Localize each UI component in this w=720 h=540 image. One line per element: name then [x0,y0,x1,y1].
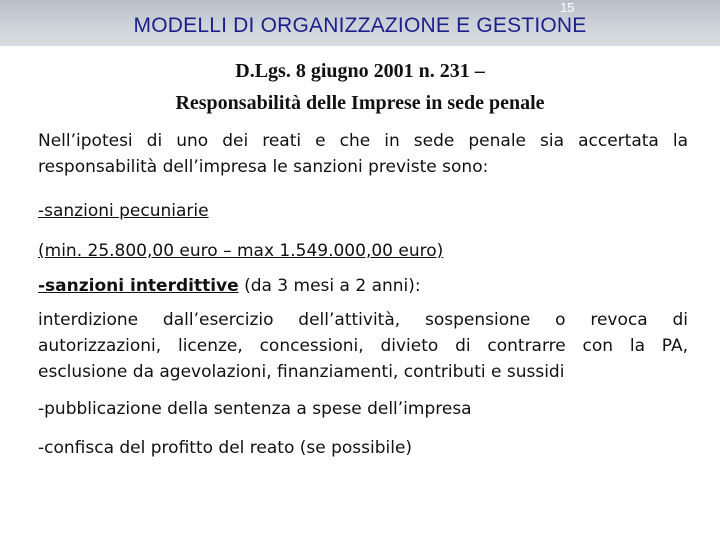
intro-paragraph [38,128,688,180]
interdittive-line-1: interdizione dall’esercizio dell’attività, sospensione o revoca di [38,310,688,330]
intro-line-1: Nell’ipotesi di uno dei reati e che in sede penale sia accertata la [38,131,688,151]
pecuniarie-label: -sanzioni pecuniarie [38,201,209,221]
interdittive-heading [38,273,688,299]
confisca-block [38,435,688,461]
pubblicazione-block [38,396,688,422]
pubblicazione-text: -pubblicazione della sentenza a spese dell’impresa [38,399,472,419]
confisca-text: -confisca del profitto del reato (se possibile) [38,438,413,458]
slide-number: 15 [560,0,575,15]
slide-title: MODELLI DI ORGANIZZAZIONE E GESTIONE [133,14,587,37]
interdittive-line-3: esclusione da agevolazioni, finanziamenti, contributi e sussidi [38,362,565,382]
interdittive-line-2: autorizzazioni, licenze, concessioni, divieto di contrarre con la PA, [38,336,688,356]
subtitle-line-1: D.Lgs. 8 giugno 2001 n. 231 – [235,60,485,82]
interdittive-paragraph [38,307,688,385]
interdittive-label: -sanzioni interdittive [38,276,239,296]
subtitle-line-2: Responsabilità delle Imprese in sede penale [175,92,545,114]
interdittive-period: (da 3 mesi a 2 anni): [244,276,421,296]
pecuniarie-range: (min. 25.800,00 euro – max 1.549.000,00 euro) [38,241,444,261]
intro-line-2: responsabilità dell’impresa le sanzioni previste sono: [38,157,489,177]
pecuniarie-range-block [38,238,688,264]
pecuniarie-heading [38,198,688,224]
